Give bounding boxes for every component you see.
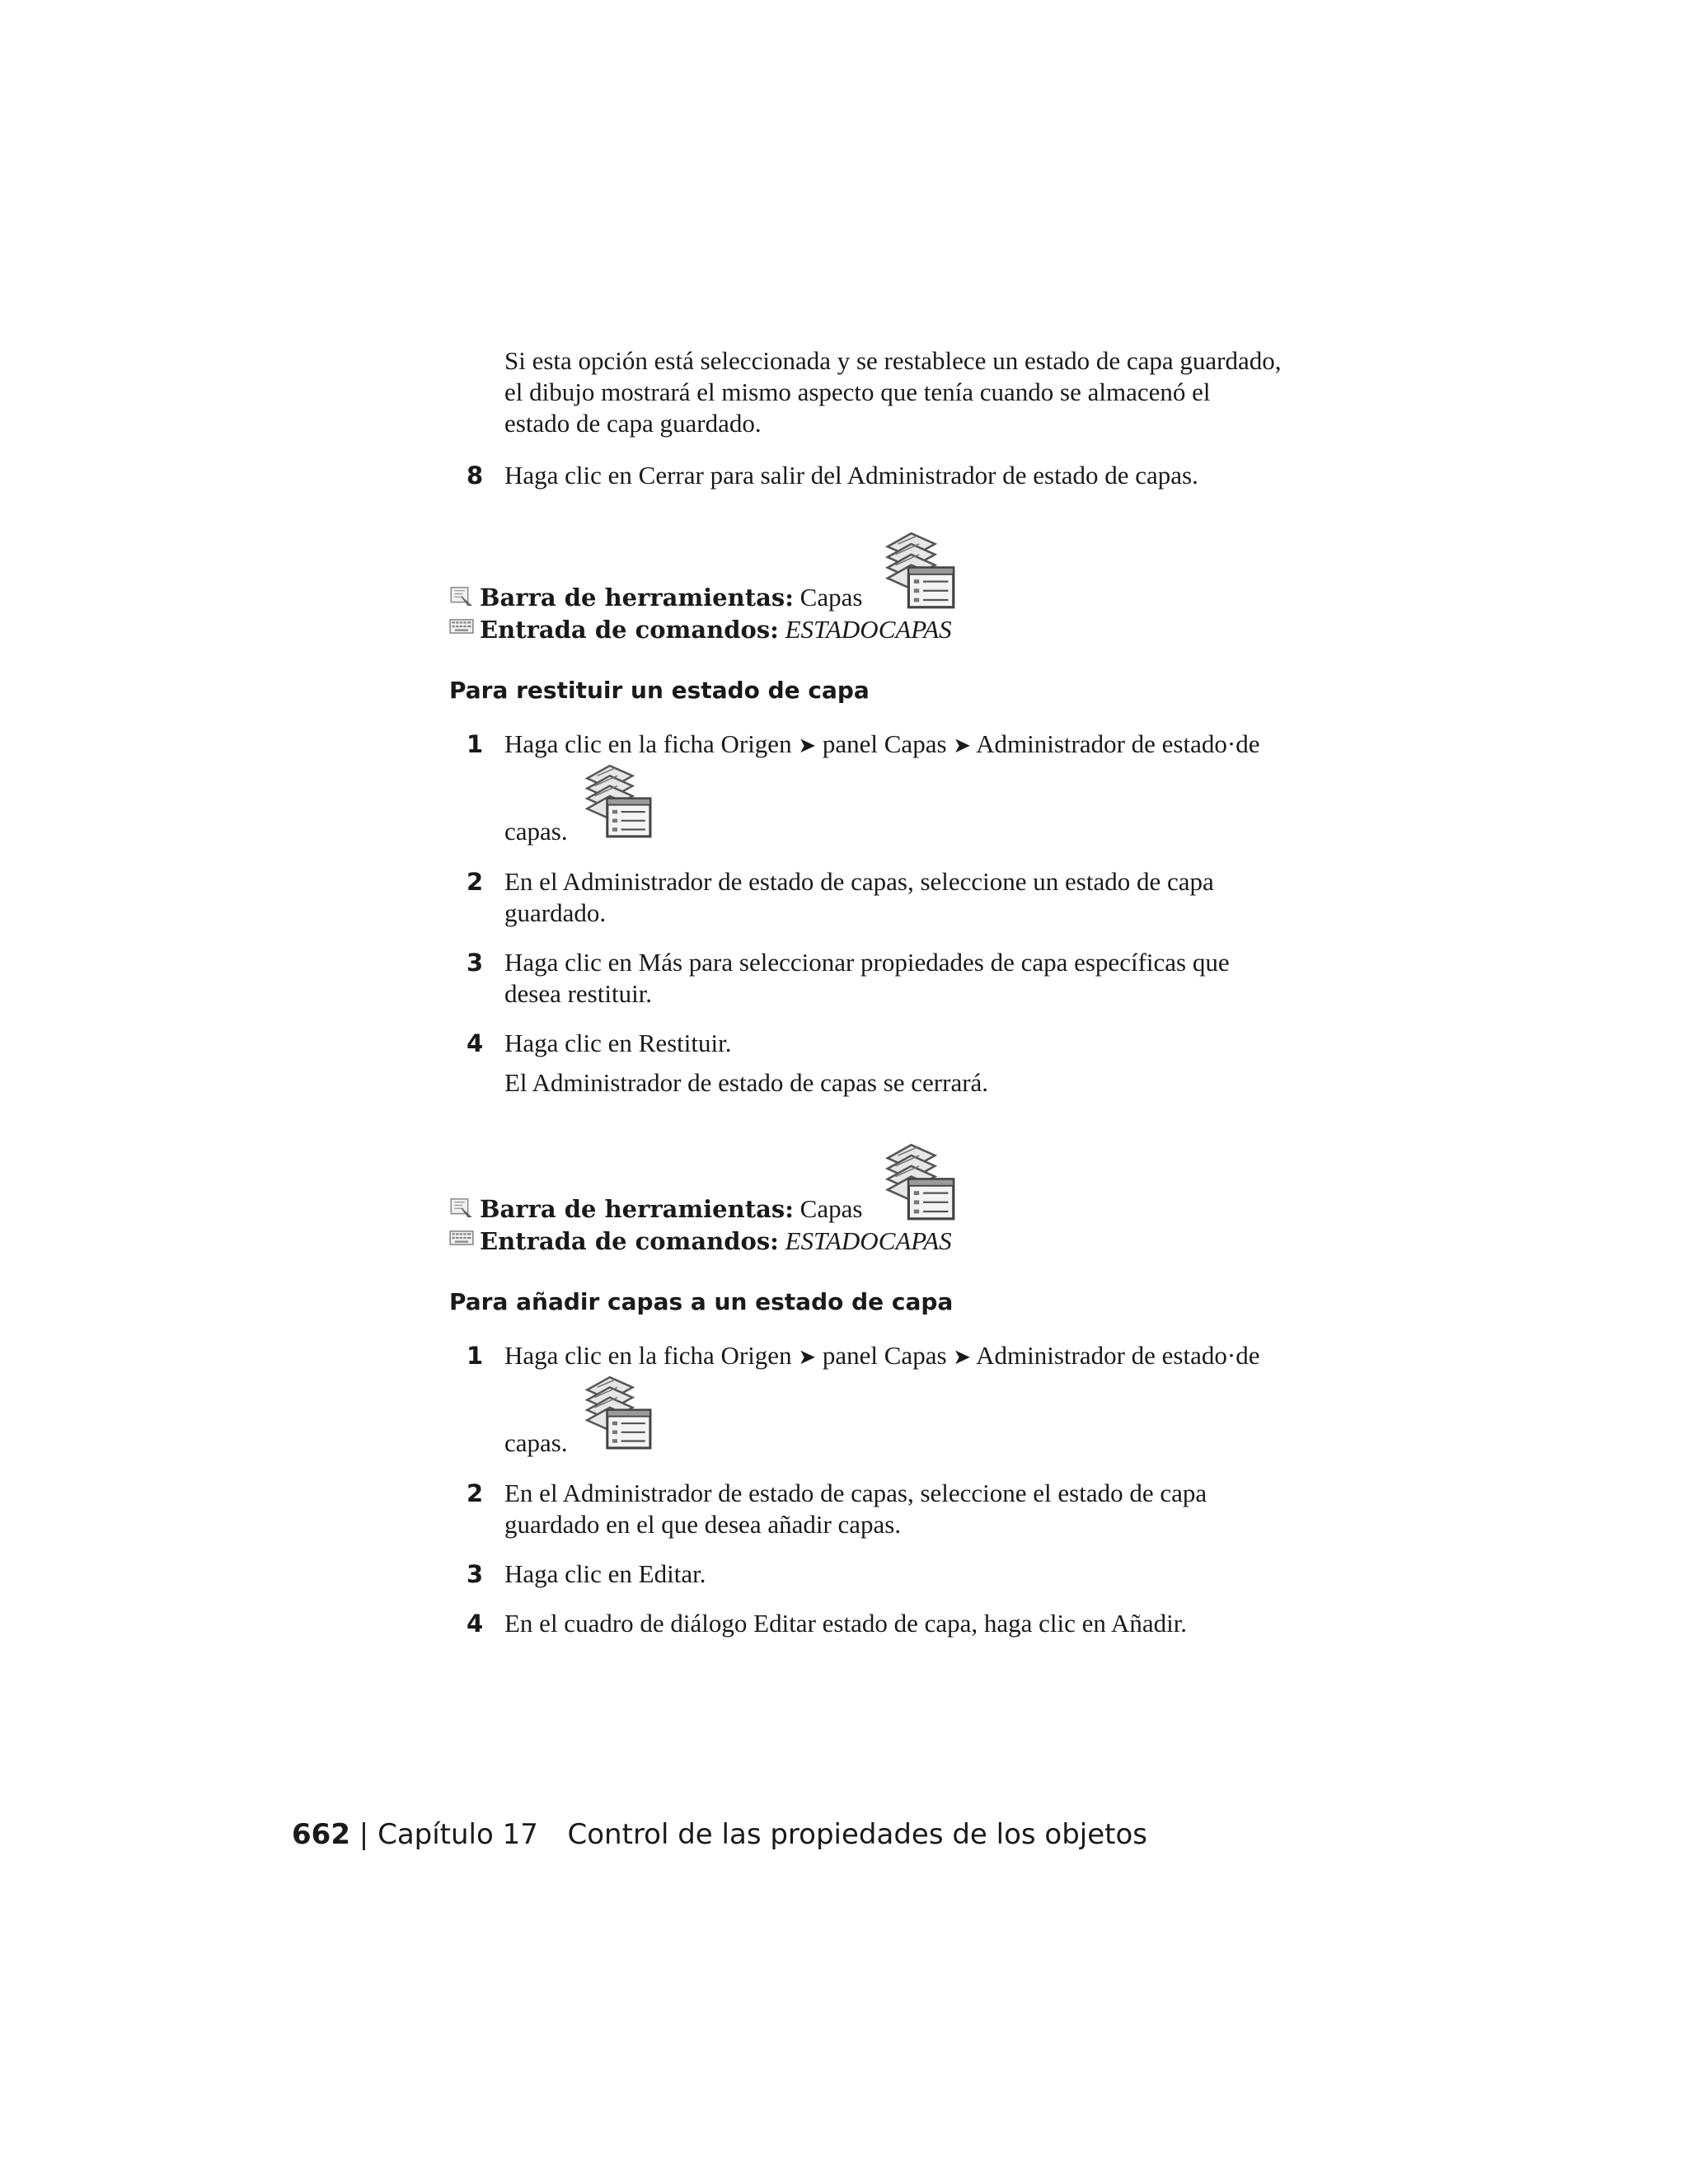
step-number: 1 — [467, 1342, 484, 1370]
intro-paragraph-line: estado de capa guardado. — [504, 409, 762, 438]
step-text — [504, 729, 1259, 762]
menu-arrow-icon: ➤ — [953, 733, 972, 757]
footer-title: Control de las propiedades de los objetos — [567, 1818, 1148, 1851]
footer-chapter: Capítulo 17 — [377, 1818, 538, 1851]
step-text: Haga clic en Cerrar para salir del Administrador de estado de capas. — [504, 461, 1198, 490]
command-reference-label: Entrada de comandos: — [480, 616, 779, 644]
step-text: Haga clic en Más para seleccionar propiedades de capa específicas que — [504, 948, 1230, 977]
step-text-continuation: capas. — [504, 817, 568, 846]
step-text: guardado. — [504, 898, 607, 927]
section-heading: Para restituir un estado de capa — [449, 677, 870, 704]
step-text: guardado en el que desea añadir capas. — [504, 1510, 902, 1539]
intro-paragraph-line: Si esta opción está seleccionada y se restablece un estado de capa guardado, — [504, 346, 1282, 375]
layer-states-icon — [577, 1375, 653, 1451]
step-text-part: de — [1236, 1341, 1260, 1370]
step-text-part: Administrador de estado — [976, 1341, 1227, 1370]
step-text-part: Administrador de estado — [976, 729, 1227, 758]
step-number: 8 — [467, 462, 484, 490]
step-text — [504, 1340, 1259, 1373]
menu-arrow-icon: ➤ — [798, 1345, 817, 1369]
command-reference-label: Entrada de comandos: — [480, 1227, 779, 1255]
separator-dot: · — [1226, 1341, 1236, 1370]
toolbar-icon — [450, 1196, 473, 1219]
step-text-part: de — [1236, 729, 1260, 758]
step-text-part: panel Capas — [822, 1341, 947, 1370]
toolbar-reference — [480, 582, 862, 613]
intro-paragraph-line: el dibujo mostrará el mismo aspecto que tenía cuando se almacenó el — [504, 377, 1211, 406]
step-text: Haga clic en Editar. — [504, 1559, 706, 1588]
step-text: En el cuadro de diálogo Editar estado de capa, haga clic en Añadir. — [504, 1609, 1188, 1638]
step-number: 3 — [467, 949, 484, 977]
toolbar-reference-label: Barra de herramientas: — [480, 583, 794, 612]
step-text-continuation: capas. — [504, 1428, 568, 1457]
layer-states-icon — [877, 1142, 956, 1221]
menu-arrow-icon: ➤ — [798, 733, 817, 757]
step-number: 1 — [467, 730, 484, 758]
command-reference-value: ESTADOCAPAS — [785, 1226, 952, 1255]
step-text-part: Haga clic en la ficha Origen — [504, 729, 792, 758]
step-text: En el Administrador de estado de capas, seleccione un estado de capa — [504, 867, 1214, 896]
step-number: 2 — [467, 1479, 484, 1507]
toolbar-reference — [480, 1193, 862, 1225]
step-text-part: Haga clic en la ficha Origen — [504, 1341, 792, 1370]
menu-arrow-icon: ➤ — [953, 1345, 972, 1369]
separator-dot: · — [1226, 729, 1236, 758]
step-text: El Administrador de estado de capas se cerrará. — [504, 1068, 989, 1097]
step-text: Haga clic en Restituir. — [504, 1029, 732, 1057]
command-reference — [480, 1226, 952, 1257]
step-number: 4 — [467, 1610, 484, 1638]
keyboard-icon — [449, 617, 474, 635]
step-number: 2 — [467, 868, 484, 896]
layer-states-icon — [877, 531, 956, 610]
toolbar-icon — [450, 584, 473, 607]
command-reference — [480, 614, 952, 645]
keyboard-icon — [449, 1229, 474, 1247]
command-reference-value: ESTADOCAPAS — [785, 615, 952, 644]
step-text-part: panel Capas — [822, 729, 947, 758]
toolbar-reference-value: Capas — [799, 1194, 863, 1223]
step-text: desea restituir. — [504, 979, 653, 1008]
page-footer — [292, 1818, 1147, 1851]
layer-states-icon — [577, 763, 653, 839]
section-heading: Para añadir capas a un estado de capa — [449, 1288, 954, 1315]
step-number: 4 — [467, 1029, 484, 1057]
step-number: 3 — [467, 1560, 484, 1588]
page-number: 662 — [292, 1818, 350, 1851]
toolbar-reference-label: Barra de herramientas: — [480, 1195, 794, 1223]
step-text: En el Administrador de estado de capas, seleccione el estado de capa — [504, 1479, 1207, 1507]
footer-separator: | — [359, 1818, 369, 1851]
toolbar-reference-value: Capas — [799, 583, 863, 612]
